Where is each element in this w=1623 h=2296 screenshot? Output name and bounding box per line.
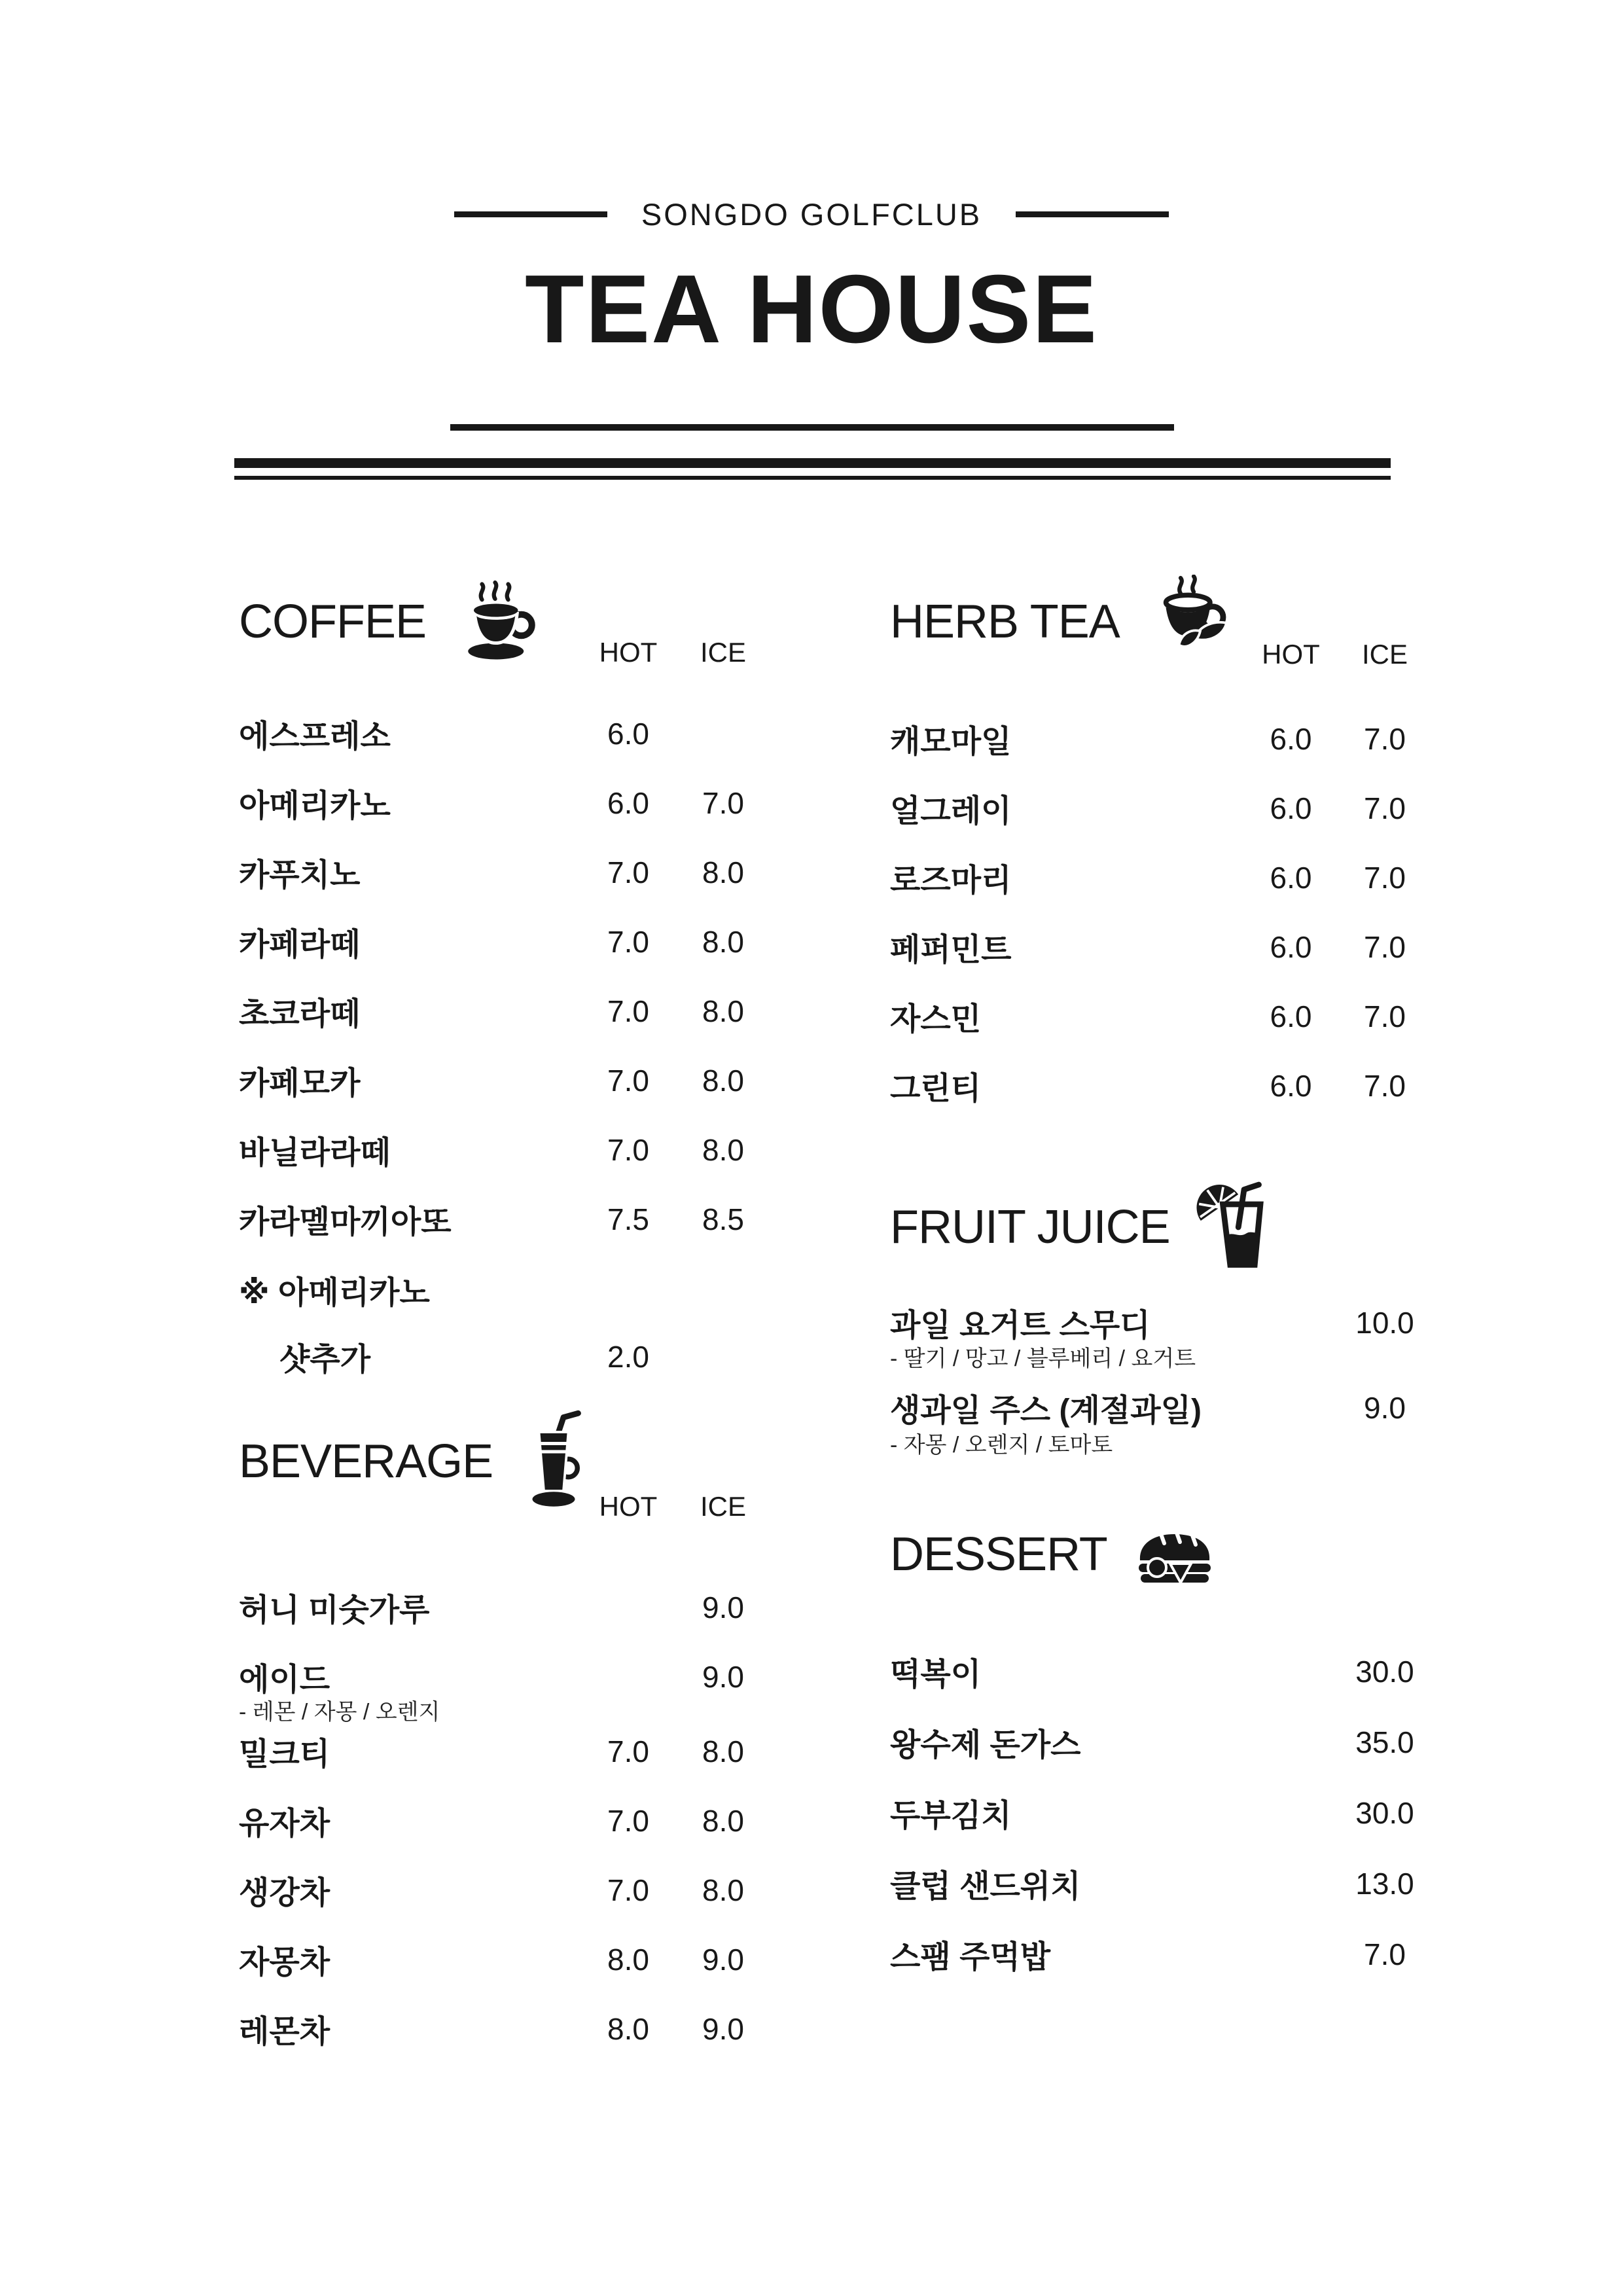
item-price-hot: 7.0	[607, 1734, 649, 1768]
item-price-hot: 7.0	[607, 855, 649, 889]
menu-item-row	[890, 716, 1431, 761]
item-name: 생강차	[239, 1876, 330, 1910]
item-price: 35.0	[1355, 1725, 1414, 1759]
item-name: 레몬차	[239, 2015, 330, 2049]
menu-item-row	[239, 2006, 772, 2051]
menu-item-row	[239, 780, 772, 825]
menu-item-row	[890, 785, 1431, 830]
item-price-ice: 7.0	[1364, 860, 1406, 895]
menu-item-row	[239, 1654, 772, 1698]
item-name: 자몽차	[239, 1945, 330, 1980]
coffee-note-row	[239, 1267, 772, 1312]
menu-item-row	[239, 1196, 772, 1241]
menu-item-row	[239, 1127, 772, 1172]
item-price-ice: 7.0	[1364, 1068, 1406, 1103]
item-price-ice: 7.0	[1364, 999, 1406, 1033]
item-price-hot: 6.0	[607, 716, 649, 751]
menu-item-row	[239, 850, 772, 894]
menu-item-row	[239, 1937, 772, 1981]
item-name: 그린티	[890, 1071, 982, 1106]
item-name: 클럽 샌드위치	[890, 1869, 1081, 1904]
item-price-ice: 7.0	[1364, 791, 1406, 825]
coffee-note-line2: 샷추가	[279, 1342, 371, 1377]
section-dessert-header	[890, 1505, 1217, 1604]
item-name: 초코라떼	[239, 997, 361, 1031]
item-name: 카페모카	[239, 1066, 361, 1101]
item-name: 로즈마리	[890, 863, 1012, 898]
coffee-note-price: 2.0	[607, 1339, 649, 1374]
fruit-juice-glass-icon	[1195, 1175, 1277, 1280]
item-price: 7.0	[1364, 1937, 1406, 1971]
item-price-hot: 7.0	[607, 1063, 649, 1098]
item-price-hot: 7.0	[607, 1873, 649, 1907]
hot-column-label: HOT	[1262, 639, 1320, 670]
item-price-hot: 7.0	[607, 1803, 649, 1838]
item-price-hot: 6.0	[1270, 860, 1312, 895]
item-price-ice: 8.0	[702, 1873, 744, 1907]
item-price-ice: 8.0	[702, 924, 744, 959]
item-price-hot: 7.0	[607, 1132, 649, 1167]
item-price-ice: 8.0	[702, 1734, 744, 1768]
item-name: 왕수제 돈가스	[890, 1728, 1081, 1763]
section-title-beverage: BEVERAGE	[239, 1435, 493, 1488]
menu-item-row	[239, 711, 772, 755]
hot-column-label: HOT	[599, 637, 658, 668]
item-price-hot: 7.0	[607, 924, 649, 959]
item-price-hot: 8.0	[607, 1942, 649, 1977]
item-name: 카푸치노	[239, 858, 361, 893]
item-price-ice: 7.0	[1364, 929, 1406, 964]
item-name: 바닐라라떼	[239, 1136, 391, 1170]
item-price-hot: 6.0	[1270, 999, 1312, 1033]
item-options: - 딸기 / 망고 / 블루베리 / 요거트	[890, 1346, 1196, 1371]
item-price-hot: 6.0	[607, 785, 649, 820]
item-price-ice: 8.0	[702, 1132, 744, 1167]
ice-column-label: ICE	[700, 637, 746, 668]
item-price-ice: 9.0	[702, 2011, 744, 2046]
item-price-hot: 7.5	[607, 1202, 649, 1236]
item-price-ice: 9.0	[702, 1590, 744, 1624]
menu-item-row	[239, 1729, 772, 1773]
item-name: 과일 요거트 스무디	[890, 1308, 1150, 1343]
item-name: 스팸 주먹밥	[890, 1940, 1051, 1975]
sandwich-icon	[1132, 1524, 1217, 1586]
coffee-price-header-row	[239, 634, 772, 671]
item-price-hot: 7.0	[607, 994, 649, 1028]
item-name: 자스민	[890, 1002, 982, 1037]
menu-item-row	[239, 1585, 772, 1629]
item-price: 30.0	[1355, 1654, 1414, 1689]
item-price-ice: 7.0	[1364, 721, 1406, 756]
item-price-hot: 6.0	[1270, 1068, 1312, 1103]
coffee-note-row	[239, 1334, 772, 1378]
brand-dash-left	[454, 211, 607, 217]
item-name: 카라멜마끼아또	[239, 1205, 452, 1240]
section-title-fruit-juice: FRUIT JUICE	[890, 1201, 1170, 1253]
menu-item-row	[239, 919, 772, 963]
brand-dash-right	[1016, 211, 1169, 217]
divider-rule-thick	[234, 458, 1391, 468]
brand-name: SONGDO GOLFCLUB	[641, 197, 982, 232]
beverage-price-header-row	[239, 1488, 772, 1525]
item-name: 캐모마일	[890, 725, 1012, 759]
item-name: 에이드	[239, 1662, 330, 1697]
menu-item-row	[890, 1649, 1431, 1693]
section-title-coffee: COFFEE	[239, 596, 427, 648]
menu-item-row	[890, 1931, 1431, 1976]
ice-column-label: ICE	[700, 1491, 746, 1522]
item-options: - 자몽 / 오렌지 / 토마토	[890, 1433, 1113, 1458]
divider-rule-thin	[234, 476, 1391, 480]
item-name: 카페라떼	[239, 927, 361, 962]
item-price: 13.0	[1355, 1866, 1414, 1901]
item-name: 밀크티	[239, 1737, 330, 1772]
section-title-herb-tea: HERB TEA	[890, 596, 1120, 648]
menu-item-row	[239, 988, 772, 1033]
section-fruit-juice-header	[890, 1178, 1277, 1276]
menu-item-row	[239, 1798, 772, 1842]
page-title: TEA HOUSE	[525, 255, 1098, 363]
item-options: - 레몬 / 자몽 / 오렌지	[239, 1700, 440, 1725]
ice-column-label: ICE	[1361, 639, 1408, 670]
item-price-hot: 6.0	[1270, 791, 1312, 825]
hot-column-label: HOT	[599, 1491, 658, 1522]
item-price-ice: 8.0	[702, 855, 744, 889]
coffee-note-line1: ※ 아메리카노	[239, 1276, 430, 1310]
item-price-hot: 8.0	[607, 2011, 649, 2046]
item-price-ice: 9.0	[702, 1942, 744, 1977]
menu-item-row	[890, 924, 1431, 969]
menu-item-row	[239, 1867, 772, 1912]
menu-item-row	[890, 1300, 1431, 1344]
item-price: 9.0	[1364, 1390, 1406, 1425]
item-price-ice: 8.0	[702, 994, 744, 1028]
menu-item-row	[890, 855, 1431, 899]
herb-tea-price-header-row	[890, 636, 1431, 673]
item-price-ice: 8.0	[702, 1803, 744, 1838]
item-price-hot: 6.0	[1270, 721, 1312, 756]
item-name: 떡복이	[890, 1657, 982, 1692]
item-price-ice: 9.0	[702, 1659, 744, 1694]
item-name: 두부김치	[890, 1799, 1012, 1833]
menu-item-row	[890, 1063, 1431, 1107]
item-name: 아메리카노	[239, 789, 391, 823]
item-price-ice: 8.5	[702, 1202, 744, 1236]
item-name: 허니 미숫가루	[239, 1593, 430, 1628]
menu-item-row	[890, 1861, 1431, 1905]
section-title-dessert: DESSERT	[890, 1528, 1107, 1581]
menu-item-row	[890, 1719, 1431, 1764]
item-name: 페퍼민트	[890, 933, 1012, 967]
menu-item-row	[239, 1058, 772, 1102]
title-underline	[450, 424, 1174, 431]
item-name: 유자차	[239, 1806, 330, 1841]
item-price: 10.0	[1355, 1305, 1414, 1340]
menu-item-row	[890, 1790, 1431, 1835]
menu-item-row	[890, 1385, 1431, 1429]
brand-row	[0, 196, 1623, 232]
item-name: 생과일 주스 (계절과일)	[890, 1393, 1202, 1428]
item-name: 얼그레이	[890, 794, 1012, 829]
item-price-ice: 7.0	[702, 785, 744, 820]
item-name: 에스프레소	[239, 719, 391, 754]
item-price-ice: 8.0	[702, 1063, 744, 1098]
item-price: 30.0	[1355, 1795, 1414, 1830]
item-price-hot: 6.0	[1270, 929, 1312, 964]
menu-item-row	[890, 994, 1431, 1038]
